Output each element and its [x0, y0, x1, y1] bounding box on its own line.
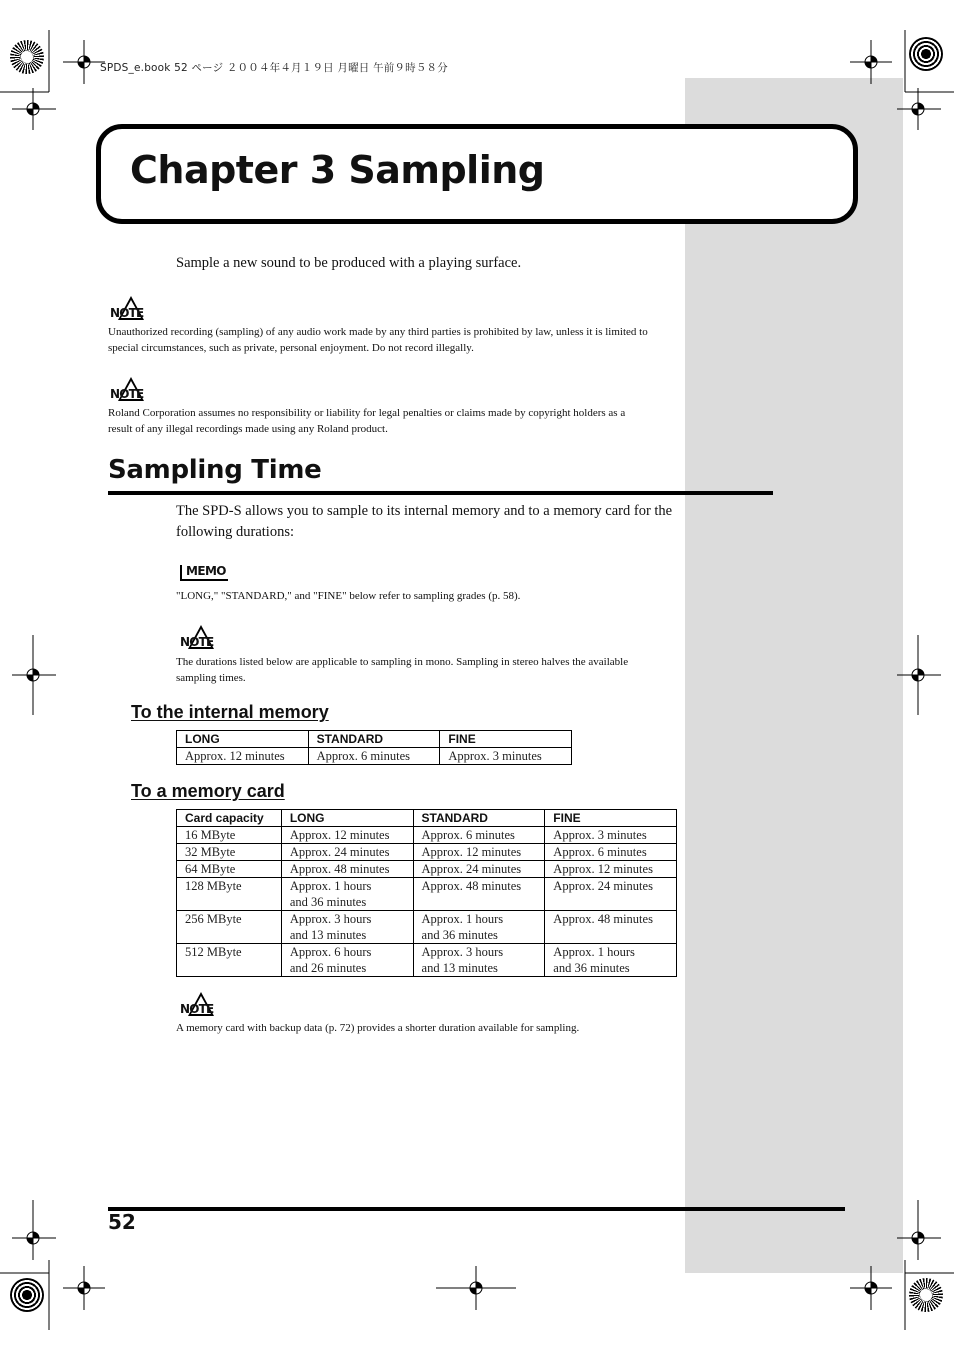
table-cell: Approx. 1 hours and 36 minutes — [413, 911, 545, 944]
page-number: 52 — [108, 1210, 136, 1234]
table-cell: Approx. 24 minutes — [545, 878, 677, 911]
table-cell: Approx. 24 minutes — [281, 844, 413, 861]
table-cell: 256 MByte — [177, 911, 282, 944]
table-cell: Approx. 6 minutes — [413, 827, 545, 844]
table-cell: Approx. 48 minutes — [413, 878, 545, 911]
table-cell: 128 MByte — [177, 878, 282, 911]
table-row — [177, 944, 677, 977]
table-cell: Approx. 48 minutes — [545, 911, 677, 944]
note-text: A memory card with backup data (p. 72) provides a shorter duration available for sampling. — [176, 1022, 580, 1034]
table-row — [177, 748, 572, 765]
chapter-title: Chapter 3 Sampling — [130, 148, 545, 192]
table-cell: 512 MByte — [177, 944, 282, 977]
intro-text: Sample a new sound to be produced with a playing surface. — [176, 255, 522, 271]
column-header: FINE — [440, 731, 572, 748]
section-body: The SPD-S allows you to sample to its internal memory and to a memory card for the following durations: — [176, 503, 673, 540]
table-cell: Approx. 1 hours and 36 minutes — [281, 878, 413, 911]
table-cell: Approx. 6 minutes — [308, 748, 440, 765]
table-cell: 32 MByte — [177, 844, 282, 861]
table-cell: Approx. 3 minutes — [545, 827, 677, 844]
table-cell: Approx. 3 hours and 13 minutes — [413, 944, 545, 977]
table-cell: 64 MByte — [177, 861, 282, 878]
table-cell: Approx. 3 minutes — [440, 748, 572, 765]
table-row — [177, 861, 677, 878]
column-header: FINE — [545, 810, 677, 827]
column-header: LONG — [281, 810, 413, 827]
note-icon: NOTE — [180, 992, 220, 1020]
footer-rule — [108, 1207, 845, 1211]
table-cell: 16 MByte — [177, 827, 282, 844]
section-rule — [108, 491, 773, 495]
memory-card-table — [176, 809, 677, 977]
table-cell: Approx. 24 minutes — [413, 861, 545, 878]
print-header: SPDS_e.book 52 ページ ２００４年４月１９日 月曜日 午前９時５８分 — [100, 62, 448, 74]
memo-icon: MEMO — [180, 565, 228, 581]
column-header: Card capacity — [177, 810, 282, 827]
column-header: STANDARD — [413, 810, 545, 827]
note-icon: NOTE — [110, 296, 150, 324]
note-icon: NOTE — [110, 377, 150, 405]
table-cell: Approx. 6 minutes — [545, 844, 677, 861]
note-text: Roland Corporation assumes no responsibility or liability for legal penalties or claims made by copyright holders as a result of any illegal recordings made using any Roland product. — [108, 407, 626, 435]
note-icon: NOTE — [180, 625, 220, 653]
note-text: The durations listed below are applicable to sampling in mono. Sampling in stereo halves the available sampling times. — [176, 656, 629, 684]
column-header: STANDARD — [308, 731, 440, 748]
table-row — [177, 911, 677, 944]
table-cell: Approx. 48 minutes — [281, 861, 413, 878]
memory-card-heading: To a memory card — [131, 781, 285, 801]
memo-text: "LONG," "STANDARD," and "FINE" below refer to sampling grades (p. 58). — [176, 590, 521, 602]
table-row — [177, 827, 677, 844]
table-cell: Approx. 6 hours and 26 minutes — [281, 944, 413, 977]
column-header: LONG — [177, 731, 309, 748]
internal-memory-table — [176, 730, 572, 765]
internal-memory-heading: To the internal memory — [131, 702, 329, 722]
table-cell: Approx. 12 minutes — [177, 748, 309, 765]
table-cell: Approx. 12 minutes — [545, 861, 677, 878]
table-cell: Approx. 1 hours and 36 minutes — [545, 944, 677, 977]
note-text: Unauthorized recording (sampling) of any audio work made by any third parties is prohibited by law, unless it is limited to special circumstances, such as private, personal enjoyment. Do not record illegally. — [108, 326, 648, 354]
table-row — [177, 878, 677, 911]
table-row — [177, 844, 677, 861]
section-heading: Sampling Time — [108, 455, 322, 485]
table-cell: Approx. 12 minutes — [413, 844, 545, 861]
table-cell: Approx. 3 hours and 13 minutes — [281, 911, 413, 944]
table-cell: Approx. 12 minutes — [281, 827, 413, 844]
